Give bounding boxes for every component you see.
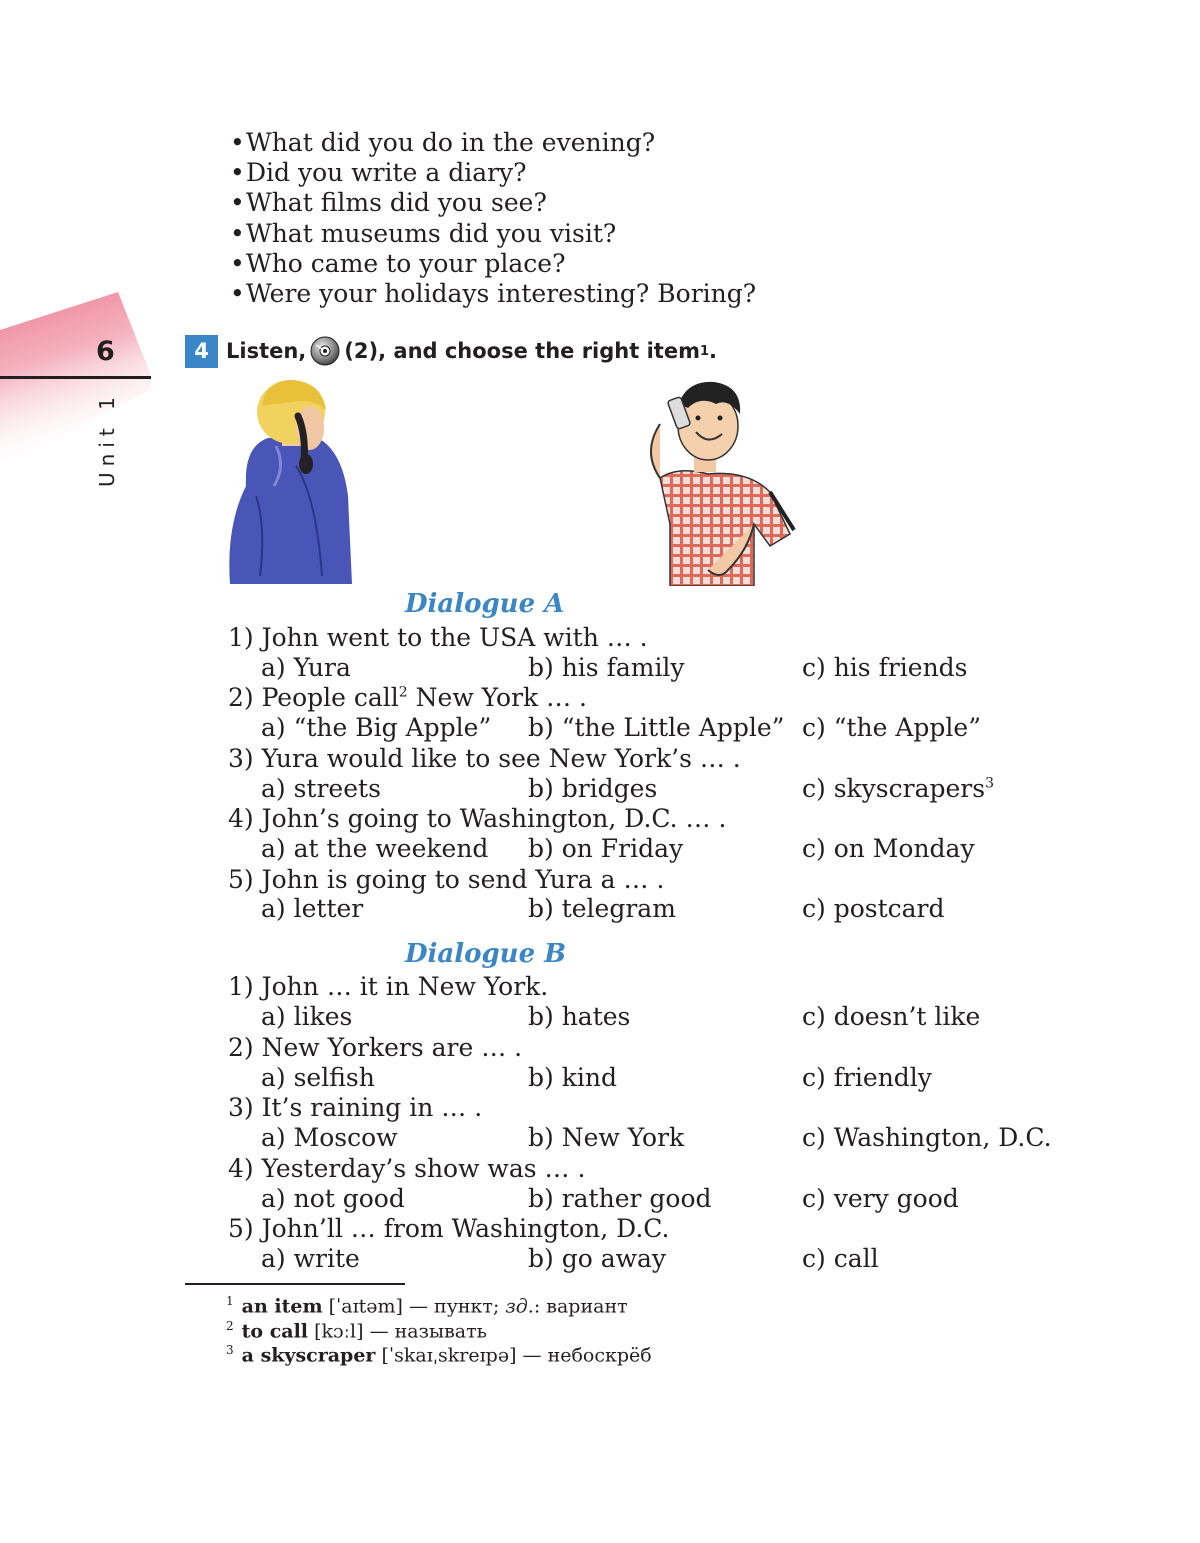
instruction-end: .: [709, 339, 717, 363]
footnote-definition: : вариант: [533, 1295, 628, 1318]
option-c[interactable]: c) his friends: [802, 653, 968, 682]
unit-label-text: Unit 1: [95, 391, 119, 487]
bullet-dot: •: [230, 128, 245, 157]
dialogue-b-title: Dialogue B: [405, 939, 567, 969]
footnote-ref: 1: [699, 343, 710, 359]
bullet-dot: •: [230, 158, 245, 188]
exercise-number: 4: [185, 335, 218, 368]
option-c[interactable]: c) postcard: [802, 894, 945, 923]
option-c[interactable]: c) friendly: [802, 1063, 932, 1092]
footnote: [226, 1319, 487, 1342]
boy-on-phone-illustration: [226, 376, 352, 584]
option-c[interactable]: c) “the Apple”: [802, 713, 982, 742]
option-c[interactable]: [802, 774, 994, 803]
option-b[interactable]: b) rather good: [528, 1184, 712, 1213]
footnote: [226, 1343, 652, 1366]
option-b[interactable]: b) telegram: [528, 894, 676, 923]
exercise-instruction: [226, 336, 717, 366]
boy-with-mobile-phone-illustration: [630, 374, 798, 586]
bullet-text: Did you write a diary?: [246, 158, 527, 188]
option-c[interactable]: c) call: [802, 1244, 879, 1273]
question-text: 1) John went to the USA with … .: [228, 623, 648, 652]
question-text: 5) John is going to send Yura a … .: [228, 865, 665, 894]
footnote-ref: 3: [985, 775, 994, 792]
footnote: [226, 1294, 628, 1317]
instruction-text: (2), and choose the right item: [344, 339, 700, 363]
footnote-definition: [ˈaɪtəm] — пункт;: [322, 1295, 506, 1318]
option-a[interactable]: a) selfish: [261, 1063, 375, 1092]
option-b[interactable]: b) bridges: [528, 774, 658, 803]
page-number: 6: [96, 336, 115, 367]
instruction-text: Listen,: [226, 339, 307, 363]
bullet-text: Were your holidays interesting? Boring?: [246, 279, 757, 309]
option-a[interactable]: a) at the weekend: [261, 834, 489, 863]
bullet-dot: •: [230, 188, 245, 218]
option-b[interactable]: b) “the Little Apple”: [528, 713, 785, 742]
option-a[interactable]: a) Moscow: [261, 1123, 398, 1152]
option-a[interactable]: a) streets: [261, 774, 381, 803]
bullet-item: [230, 219, 756, 249]
footnote-term: an item: [241, 1295, 323, 1318]
bullet-item: [230, 279, 756, 309]
question-text: 3) It’s raining in … .: [228, 1093, 483, 1122]
option-a[interactable]: a) write: [261, 1244, 360, 1273]
bullet-item: [230, 188, 756, 218]
footnote-divider: [185, 1283, 405, 1285]
option-b[interactable]: b) on Friday: [528, 834, 684, 863]
question-text: 1) John … it in New York.: [228, 972, 549, 1001]
bullet-dot: •: [230, 279, 245, 309]
option-a[interactable]: a) likes: [261, 1002, 353, 1031]
bullet-text: What did you do in the evening?: [246, 128, 656, 157]
bullet-text: What films did you see?: [246, 188, 547, 218]
question-text: 2) New Yorkers are … .: [228, 1033, 523, 1062]
footnote-ref: 2: [398, 684, 408, 701]
footnote-number: 2: [226, 1319, 234, 1333]
footnote-term: to call: [241, 1320, 309, 1343]
option-b[interactable]: b) go away: [528, 1244, 667, 1273]
bullet-text: Who came to your place?: [246, 248, 566, 278]
question-list: [230, 128, 756, 309]
bullet-text: What museums did you visit?: [246, 218, 617, 248]
audio-cd-icon[interactable]: [310, 336, 340, 366]
footnote-term: a skyscraper: [241, 1344, 376, 1367]
option-a[interactable]: a) Yura: [261, 653, 351, 682]
question-text: 4) John’s going to Washington, D.C. … .: [228, 804, 727, 833]
option-a[interactable]: a) not good: [261, 1184, 405, 1213]
option-c[interactable]: c) very good: [802, 1184, 959, 1213]
question-text: 4) Yesterday’s show was … .: [228, 1154, 586, 1183]
option-b[interactable]: b) kind: [528, 1063, 617, 1092]
footnote-definition: [kɔːl] — называть: [308, 1320, 487, 1343]
dialogue-a-title: Dialogue A: [405, 589, 565, 619]
option-c[interactable]: c) Washington, D.C.: [802, 1123, 1052, 1152]
footnote-number: 1: [226, 1294, 234, 1308]
footnote-italic: зд.: [505, 1295, 534, 1318]
question-text-part: 2) People call: [228, 683, 399, 712]
option-b[interactable]: b) hates: [528, 1002, 631, 1031]
option-c-text: c) skyscrapers: [802, 774, 986, 803]
option-c[interactable]: c) on Monday: [802, 834, 975, 863]
question-text-part: New York … .: [407, 683, 588, 712]
tab-divider: [0, 376, 151, 379]
bullet-dot: •: [230, 248, 245, 278]
option-a[interactable]: a) letter: [261, 894, 364, 923]
option-c[interactable]: c) doesn’t like: [802, 1002, 981, 1031]
question-text: 3) Yura would like to see New York’s … .: [228, 744, 741, 773]
bullet-item: [230, 158, 756, 188]
option-b[interactable]: b) New York: [528, 1123, 685, 1152]
question-text: 5) John’ll … from Washington, D.C.: [228, 1214, 670, 1243]
bullet-item: [230, 249, 756, 279]
bullet-dot: •: [230, 218, 245, 248]
footnote-number: 3: [226, 1343, 234, 1357]
footnote-definition: [ˈskaɪˌskreɪpə] — небоскрёб: [375, 1344, 652, 1367]
question-text: [228, 683, 587, 712]
bullet-item: [230, 128, 756, 158]
option-b[interactable]: b) his family: [528, 653, 685, 682]
option-a[interactable]: a) “the Big Apple”: [261, 713, 492, 742]
unit-label: [92, 380, 122, 490]
